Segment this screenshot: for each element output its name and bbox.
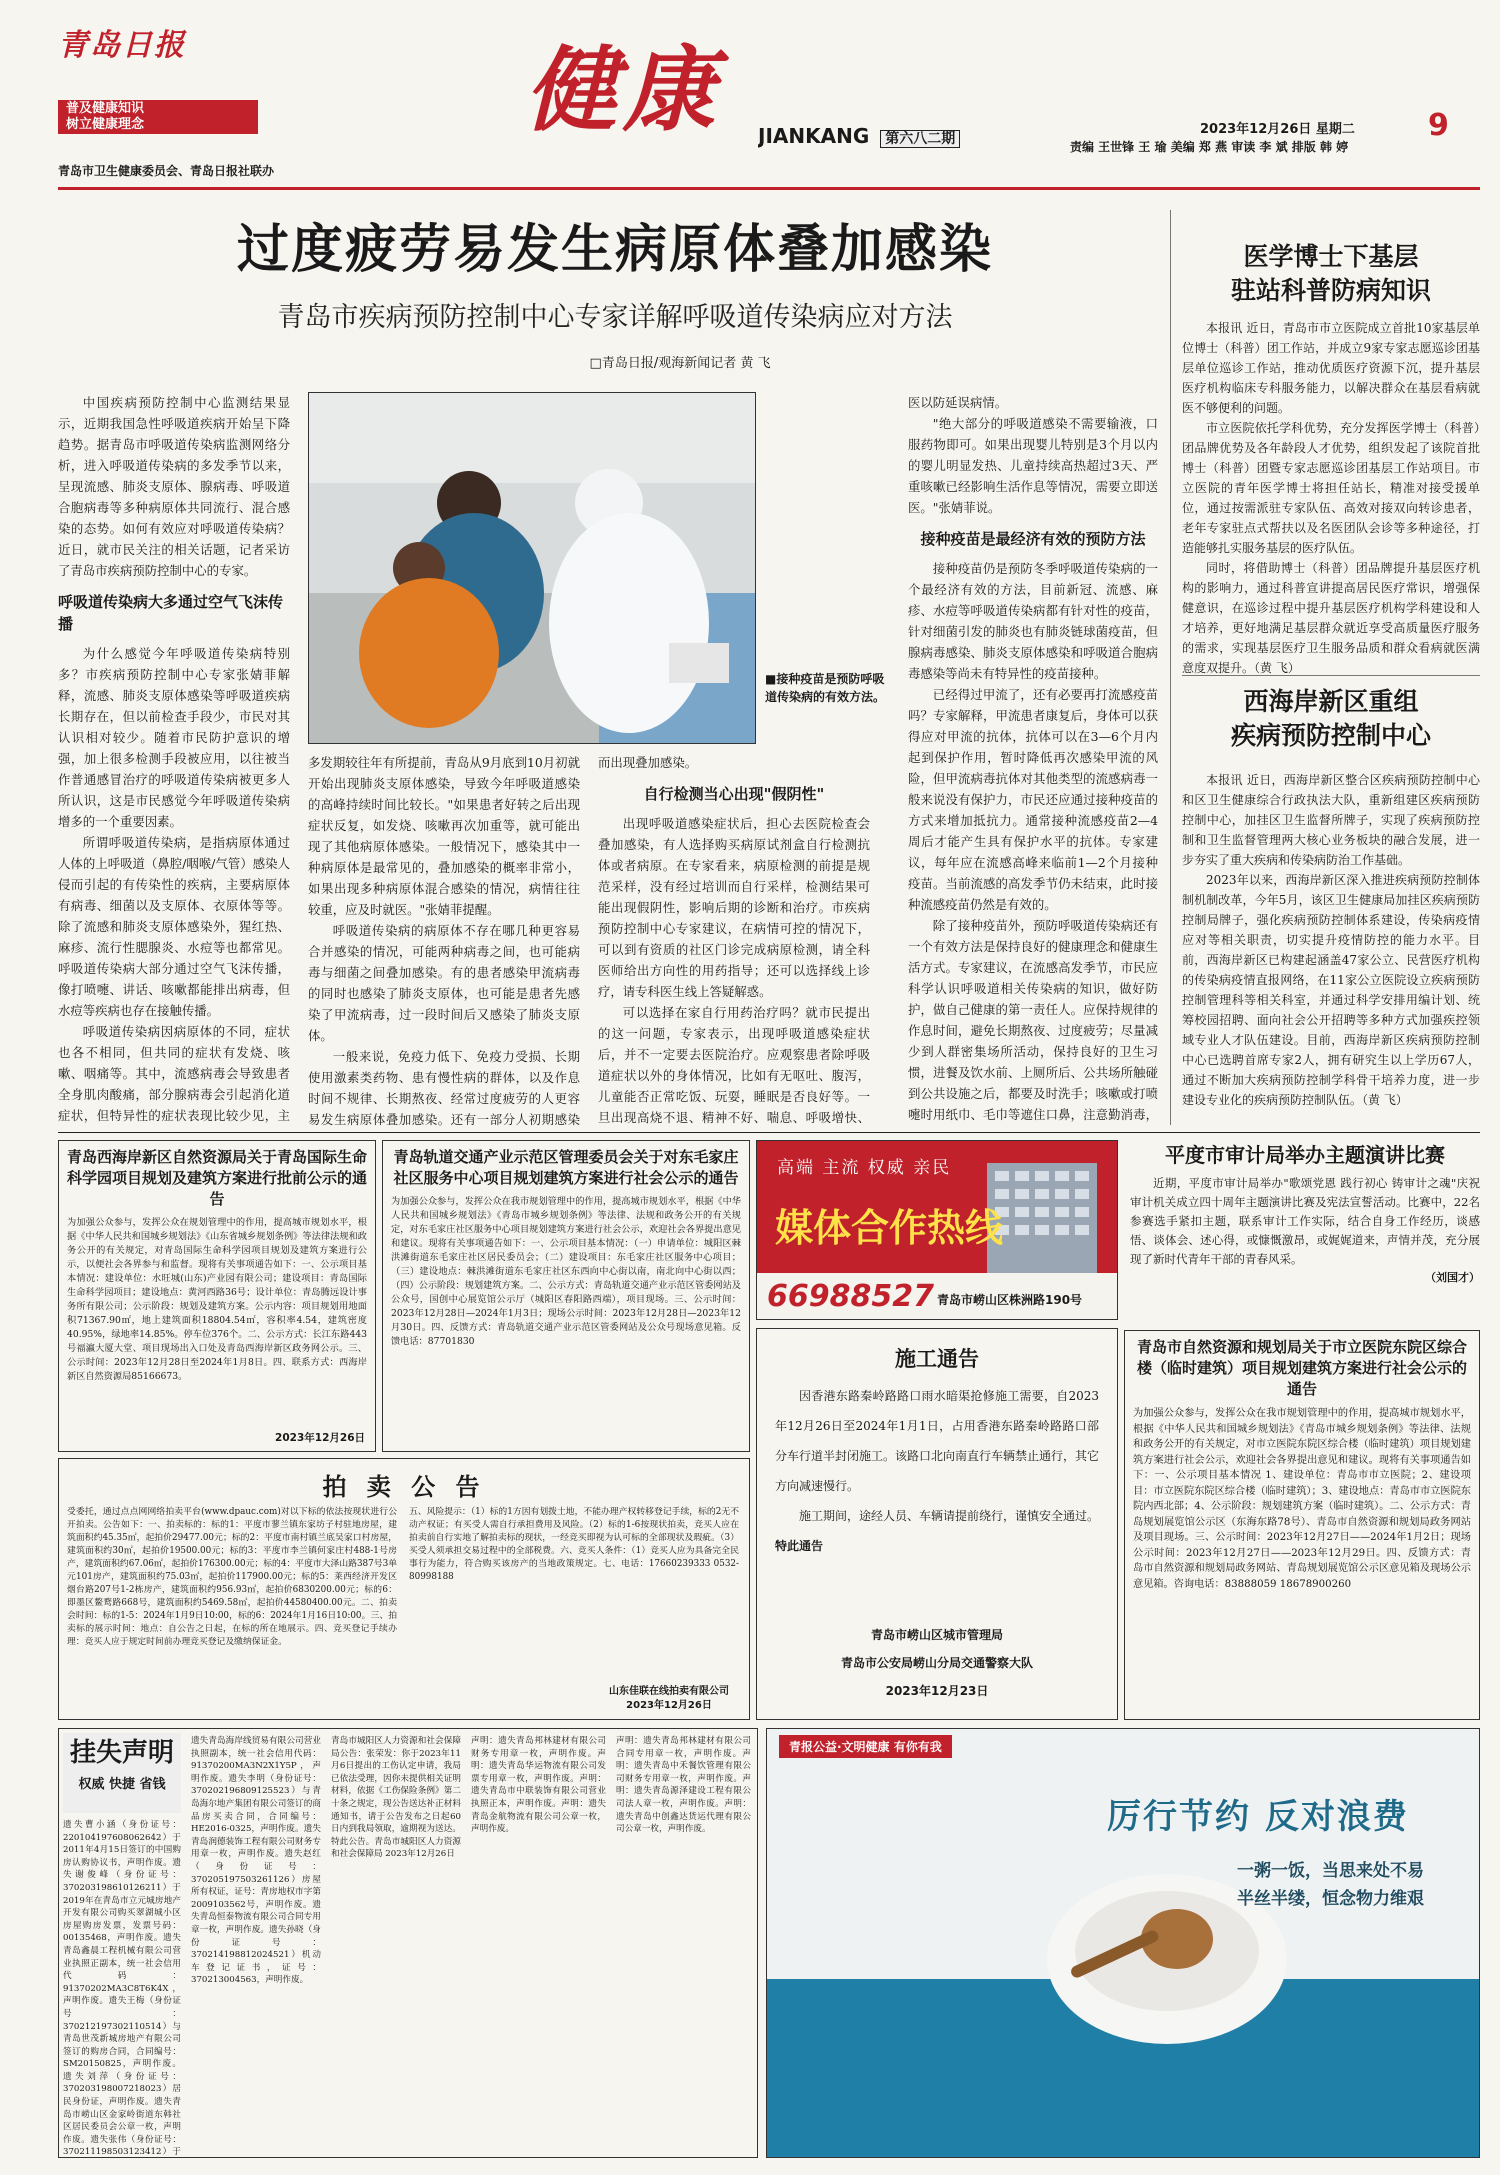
ad-title: 媒体合作热线	[775, 1205, 1004, 1250]
sidebar-article-2-title	[1182, 685, 1480, 753]
paragraph: 同时，将借助博士（科普）团品牌提升基层医疗机构的影响力，通过科普宣讲提高居民医疗常识，增强保健意识，在巡诊过程中提升基层医疗机构学科建设和人才培养，更好地满足基层群众就近享受高质量医疗服务的需求，实现基层医疗卫生服务品质和群众看病就医满意度双提升。（黄 飞）	[1182, 561, 1480, 675]
slogan-line-1: 普及健康知识	[66, 101, 145, 116]
title-line: 西海岸新区重组	[1243, 687, 1419, 716]
section-pinyin: JIANKANG	[758, 124, 870, 148]
lead-column-4	[908, 392, 1158, 1127]
issue-number: 第六八二期	[880, 130, 960, 148]
sidebar-divider	[1182, 675, 1480, 676]
paragraph: 为什么感觉今年呼吸道传染病特别多？市疾病预防控制中心专家张婧菲解释，流感、肺炎支原体感染等呼吸道疾病长期存在，但以前检查手段少，市民对其认识相对较少。随着市民防护意识的增强，加上很多检测手段被应用，以往被当作普通感冒治疗的呼吸道传染病被更多人所认识，这是市民感觉今年呼吸道传染病增多的一个重要因素。	[58, 646, 290, 829]
notice-title: 青岛轨道交通产业示范区管理委员会关于对东毛家庄社区服务中心项目规划建筑方案进行社会公示的通告	[393, 1148, 739, 1187]
title-line: 驻站科普防病知识	[1230, 276, 1431, 305]
subhead-vaccine: 接种疫苗是最经济有效的预防方法	[920, 530, 1146, 548]
notice-date: 2023年12月23日	[885, 1684, 989, 1698]
subhead-airborne: 呼吸道传染病大多通过空气飞沫传播	[58, 593, 284, 633]
paragraph: 除了接种疫苗外，预防呼吸道传染病还有一个有效方法是保持良好的健康理念和健康生活方式。专家建议，在流感高发季节，市民应科学认识呼吸道相关传染病的知识，做好防护，做自己健康的第一责任人。应保持规律的作息时间，避免长期熬夜、过度疲劳；尽量减少到人群密集场所活动，保持良好的卫生习惯，进餐及饮水前、上厕所后、公共场所触碰到公共设施之后，都要及时洗手；咳嗽或打喷嚏时用纸巾、毛巾等遮住口鼻，注意勤消毒，	[908, 918, 1158, 1122]
staff-credits: 责编 王世锋 王 瑜 美编 郑 燕 审读 李 斌 排版 韩 婷	[1070, 140, 1349, 154]
sponsor-line: 青岛市卫生健康委员会、青岛日报社联办	[58, 164, 275, 178]
lost-header	[63, 1733, 181, 1813]
issue-date: 2023年12月26日 星期二	[1200, 122, 1355, 137]
lost-column-1	[63, 1819, 181, 2158]
newspaper-logo: 青岛日报	[58, 28, 186, 63]
psa-lines	[1237, 1857, 1467, 1913]
notice-date: 2023年12月26日	[626, 1700, 712, 1711]
section-title: 健康	[525, 40, 722, 144]
psa-ad	[766, 1728, 1480, 2158]
psa-tag-bar	[767, 1729, 1480, 1755]
auction-body-right: 五、风险提示：（1）标的1方因有划拨土地，不能办理产权转移登记手续，标的2无不动产权证；有买受人需自行承担费用及风险。（2）标的1-6按现状拍卖，竞买人应在拍卖前自行实地了解拍卖标的现状，一经竞买即视为认可标的全部现状及瑕疵。（3）买受人须承担交易过程中的全部税费。六、竞买人条件：（1）竞买人应为具备完全民事行为能力，符合购买该房产的当地政策规定。七、电话：17660239333 0532-80998188	[409, 1507, 739, 1582]
psa-line: 一粥一饭，当思来处不易	[1237, 1861, 1424, 1881]
page-number: 9	[1428, 108, 1449, 143]
notice-body: 为加强公众参与，发挥公众在我市规划管理中的作用，提高城市规划水平，根据《中华人民共和国城乡规划法》《青岛市城乡规划条例》等法律、法规和政务公开的有关规定，对市立医院东院区综合楼（临时建筑）项目规划建筑方案进行社会公示，欢迎社会各界提出意见和建议。现将有关事项通告如下：一、公示项目基本情况 1、建设单位：青岛市市立医院；2、建设项目：市立医院东院区综合楼（临时建筑）；3、建设地点：青岛市市立医院东院内西北部；4、公示阶段：规划建筑方案（临时建筑）。二、公示方式：青岛规划展览馆公示区（东海东路78号）、青岛市自然资源和规划局政务网站及项目现场。三、公示时间：2023年12月27日——2024年1月2日；现场公示时间：2023年12月27日——2023年12月29日。四、反馈方式：青岛市自然资源和规划局政务网站、青岛规划展览馆公示区意见箱及现场公示意见箱。咨询电话：83888059 18678900260	[1133, 1408, 1471, 1590]
paragraph: 呼吸道传染病的病原体不存在哪几种更容易合并感染的情况，可能两种病毒之间，也可能病毒与细菌之间叠加感染。有的患者感染甲流病毒的同时也感染了肺炎支原体，也可能是患者先感染了甲流病毒，过一段时间后又感染了肺炎支原体。	[308, 923, 580, 1043]
column-divider	[1170, 210, 1171, 1125]
sidebar-article-1-title	[1182, 240, 1480, 308]
signatory: 山东佳联在线拍卖有限公司	[609, 1686, 729, 1697]
notice-rail-transit	[382, 1140, 750, 1452]
paragraph: 所谓呼吸道传染病，是指病原体通过人体的上呼吸道（鼻腔/咽喉/气管）感染人侵而引起的有传染性的疾病，主要病原体有病毒、细菌以及支原体、衣原体等等。除了流感和肺炎支原体感染外，猩红热、麻疹、流行性腮腺炎、水痘等也都常见。呼吸道传染病大部分通过空气飞沫传播，像打喷嚏、讲话、咳嗽都能排出病毒，但水痘等疾病也存在接触传播。	[58, 835, 290, 1018]
photo-illustration	[309, 393, 755, 743]
paragraph: 呼吸道传染病因病原体的不同，症状也各不相同，但共同的症状有发烧、咳嗽、咽痛等。其中，流感病毒会导致患者全身肌肉酸痛，部分腺病毒会引起消化道症状，但特异性的症状表现比较少见，主	[58, 1024, 290, 1123]
lost-column-4	[471, 1735, 606, 2155]
lead-column-1	[58, 392, 290, 1127]
title-line: 疾病预防控制中心	[1230, 721, 1431, 750]
paragraph: 多发期较往年有所提前，青岛从9月底到10月初就开始出现肺炎支原体感染，导致今年呼吸道感染的高峰持续时间比较长。"如果患者好转之后出现症状反复，如发烧、咳嗽再次加重等，就可能出现了其他病原体感染。一般情况下，感染其中一种病原体是最常见的，叠加感染的概率非常小，如果出现多种病原体混合感染的情况，病情往往较重，应及时就医。"张婧菲提醒。	[308, 755, 580, 917]
news-body: 近期，平度市审计局举办"歌颂党恩 践行初心 铸审计之魂"庆祝审计机关成立四十周年主题演讲比赛及宪法宣誓活动。比赛中，22名参赛选手紧扣主题，联系审计工作实际，结合自身工作经历，谈感悟、谈体会、述心得，或慷慨激昂，或娓娓道来，声情并茂，充分展现了新时代青年干部的青春风采。	[1130, 1176, 1480, 1266]
psa-tag: 青报公益·文明健康 有你有我	[779, 1735, 952, 1758]
lead-column-3	[598, 752, 870, 1127]
notice-title: 拍 卖 公 告	[322, 1473, 486, 1501]
auction-body-left: 受委托，通过点点网网络拍卖平台(www.dpauc.com)对以下标的依法按现状进行公开拍卖。公告如下：一、拍卖标的：标的1：平度市蓼兰镇东家坊子村驻地房屋，建筑面积约45.35㎡，起拍价29477.00元；标的2：平度市南村镇兰底吴家口村房屋，建筑面积约30㎡，起拍价19500.00元；标的3：平度市李兰镇何家庄村488-1号房产，建筑面积约67.06㎡，起拍价176300.00元；标的4：平度市大泽山路387号3单元101房产，建筑面积约75.03㎡，起拍价117900.00元；标的5：莱西经济开发区烟台路207号1-2栋房产，建筑面积约956.93㎡，起拍价6830200.00元；标的6：即墨区鳌鹜路668号，建筑面积约5469.58㎡，起拍价44580400.00元。二、拍卖会时间：标的1-5：2024年1月9日10:00，标的6：2024年1月16日10:00。三、拍卖标的展示时间：地点：自公告之日起，在标的所在地展示。四、竞买登记手续办理：竞买人应于规定时间前办理竞买登记及缴纳保证金。	[67, 1507, 397, 1647]
paragraph: 可以选择在家自行用药治疗吗？就市民提出的这一问题，专家表示，出现呼吸道感染症状后，并不一定要去医院治疗。应观察患者除呼吸道症状以外的身体情况，比如有无呕吐、腹泻，儿童能否正常吃饭、玩耍，睡眠是否良好等。一旦出现高烧不退、精神不好、喘息、呼吸增快、	[598, 1005, 870, 1125]
signatory: 青岛市公安局崂山分局交通警察大队	[840, 1656, 1033, 1670]
section-pinyin-line	[758, 124, 1078, 150]
lost-title: 挂失声明	[69, 1738, 174, 1768]
lead-column-2	[308, 752, 580, 1127]
paragraph: 本报讯 近日，西海岸新区整合区疾病预防控制中心和区卫生健康综合行政执法大队，重新组建区疾病预防控制中心，加挂区卫生监督所牌子，实现了疾病预防控制和卫生监督管理两大核心业务板块的融合发展，进一步夯实了重大疾病和传染病防治工作基础。	[1182, 773, 1480, 867]
auction-notice	[58, 1458, 750, 1720]
masthead-rule	[58, 187, 1480, 190]
section-rule	[58, 1132, 1480, 1133]
notice-hospital	[1124, 1330, 1480, 1720]
vaccination-photo	[308, 392, 756, 744]
notice-body: 因香港东路秦岭路路口雨水暗渠抢修施工需要，自2023年12月26日至2024年1月1日，占用香港东路秦岭路路口部分车行道半封闭施工。该路口北向南直行车辆禁止通行，其它方向减速慢行。	[775, 1389, 1100, 1493]
slogan-line-2: 树立健康理念	[66, 117, 145, 132]
lead-headline	[70, 215, 1160, 295]
lost-body: 声明：遗失青岛邦林建材有限公司合同专用章一枚，声明作废。声明：遗失青岛中禾餐饮管理有限公司财务专用章一枚，声明作废。声明：遗失青岛源泽建设工程有限公司法人章一枚，声明作废。声明：遗失青岛中创鑫达货运代理有限公司公章一枚，声明作废。	[616, 1736, 751, 1835]
notice-body: 施工期间，途经人员、车辆请提前绕行，谨慎安全通过。	[799, 1509, 1100, 1523]
construction-notice	[756, 1328, 1118, 1720]
ad-phone: 66988527	[767, 1279, 934, 1314]
news-author: （刘国才）	[1425, 1271, 1480, 1284]
psa-title: 厉行节约 反对浪费	[1107, 1797, 1409, 1837]
subhead-self-test: 自行检测当心出现"假阴性"	[643, 785, 825, 803]
paragraph: 接种疫苗仍是预防冬季呼吸道传染病的一个最经济有效的方法，目前新冠、流感、麻疹、水痘等呼吸道传染病都有针对性的疫苗，针对细菌引发的肺炎也有肺炎链球菌疫苗，但腺病毒感染、肺炎支原体感染和呼吸道合胞病毒感染等尚未有特异性的疫苗接种。	[908, 561, 1158, 681]
pingdu-news	[1130, 1140, 1480, 1325]
lead-subtitle-block	[70, 300, 1160, 340]
paragraph: 市立医院依托学科优势，充分发挥医学博士（科普）团品牌优势及各年龄段人才优势，组织发起了该院首批博士（科普）团暨专家志愿巡诊团基层工作站项目。市立医院的青年医学博士将担任站长，精准对接受援单位，通过按需派驻专家队伍、高效对接双向转诊患者，老年专家驻点式帮扶以及名医团队会诊等多种途径，打造能够扎实服务基层的医疗队伍。	[1182, 421, 1480, 555]
lost-body: 青岛市城阳区人力资源和社会保障局公告：张荣发：你于2023年11月6日提出的工伤认定申请，我局已依法受理，因你未提供相关证明材料，依据《工伤保险条例》第二十条之规定，现公告送达补正材料通知书，请于公告发布之日起60日内到我局领取，逾期视为送达。特此公告。青岛市城阳区人力资源和社会保障局 2023年12月26日	[331, 1736, 461, 1860]
notice-west-coast	[58, 1140, 376, 1452]
lead-subtitle: 青岛市疾病预防控制中心专家详解呼吸道传染病应对方法	[277, 302, 953, 333]
paragraph: 而出现叠加感染。	[598, 755, 698, 770]
news-title: 平度市审计局举办主题演讲比赛	[1165, 1143, 1445, 1167]
masthead-left	[58, 20, 298, 175]
lost-column-3	[331, 1735, 461, 2155]
lost-body: 遗失青岛海岸线贸易有限公司营业执照副本，统一社会信用代码：91370200MA3N2X1Y5P，声明作废。遗失李明（身份证号：370202196809125523）与青岛海尔地产集团有限公司签订的商品房买卖合同，合同编号：HE2016-0325，声明作废。遗失青岛润德装饰工程有限公司财务专用章一枚，声明作废。遗失赵红（身份证号：370205197503261126）房屋所有权证，证号：青房地权市字第2009103562号，声明作废。遗失青岛恒泰物流有限公司合同专用章一枚，声明作废。遗失孙晓（身份证号：370214198812024521）机动车登记证书，证号：370213004563，声明作废。	[191, 1736, 321, 1986]
lost-column-5	[616, 1735, 751, 2155]
paragraph: 本报讯 近日，青岛市市立医院成立首批10家基层单位博士（科普）团工作站，并成立9家专家志愿巡诊团基层单位巡诊工作站，推动优质医疗资源下沉，提升基层医疗机构临床专科服务能力，以解决群众在基层看病就医不够便利的问题。	[1182, 321, 1480, 415]
notice-body: 为加强公众参与，发挥公众在规划管理中的作用，提高城市规划水平，根据《中华人民共和国城乡规划法》《山东省城乡规划条例》等法律法规和政务公开的有关规定，对青岛国际生命科学园项目规划及建筑方案进行公示，以便社会各界参与和监督。现将有关事项通告如下：一、公示项目基本情况：建设单位：水旺城(山东)产业园有限公司；建设项目：青岛国际生命科学园项目；建设地点：黄河西路36号；设计单位：青岛腾远设计事务所有限公司；公示阶段：规划及建筑方案。公示内容：项目规划用地面积71367.90㎡，地上建筑面积18804.54㎡，容积率4.54，建筑密度40.95%，绿地率14.85%。停车位376个。二、公示方式：长江东路443号福瀛大厦大堂、项目现场出入口处及青岛西海岸新区政务网公示。三、公示时间：2023年12月28日至2024年1月8日。四、联系方式：西海岸新区自然资源局85166673。	[67, 1217, 367, 1382]
lead-intro: 中国疾病预防控制中心监测结果显示，近期我国急性呼吸道疾病开始呈下降趋势。据青岛市呼吸道传染病监测网络分析，进入呼吸道传染病的多发季节以来，呈现流感、肺炎支原体、腺病毒、呼吸道合胞病毒等多种病原体共同流行、混合感染的态势。如何有效应对呼吸道传染病？近日，就市民关注的相关话题，记者采访了青岛市疾病预防控制中心的专家。	[58, 395, 290, 578]
paragraph: 一般来说，免疫力低下、免疫力受损、长期使用激素类药物、患有慢性病的群体，以及作息时间不规律、长期熬夜、经常过度疲劳的人更容易发生病原体叠加感染。还有一部分人初期感染	[308, 1049, 580, 1127]
media-ad	[756, 1140, 1118, 1320]
lost-column-2	[191, 1735, 321, 2155]
psa-line: 半丝半缕，恒念物力维艰	[1237, 1889, 1424, 1909]
title-line: 医学博士下基层	[1243, 242, 1419, 271]
notice-title: 青岛西海岸新区自然资源局关于青岛国际生命科学园项目规划及建筑方案进行批前公示的通告	[67, 1148, 368, 1208]
photo-caption: ■接种疫苗是预防呼吸道传染病的有效方法。	[765, 672, 886, 704]
ad-address: 青岛市崂山区株洲路190号	[937, 1293, 1083, 1307]
lost-subtitle: 权威 快捷 省钱	[78, 1777, 166, 1792]
paragraph: 医以防延误病情。	[908, 395, 1008, 410]
paragraph: 已经得过甲流了，还有必要再打流感疫苗吗？专家解释，甲流患者康复后，身体可以获得应对甲流的抗体，抗体可以在3—6个月内起到保护作用，暂时降低再次感染甲流的风险，但甲流病毒抗体对其他类型的流感病毒一般来说没有保护力，市民还应通过接种疫苗的方式来增加抵抗力。通常接种流感疫苗2—4周后才能产生具有保护水平的抗体。专家建议，每年应在流感高峰来临前1—2个月接种疫苗。当前流感的高发季节仍未结束，此时接种流感疫苗仍然是有效的。	[908, 687, 1158, 912]
lost-body: 遗失曹小涵（身份证号：220104197608062642）于2011年4月15日签订的中国购房认购协议书，声明作废。遗失谢俊峰（身份证号：370203198610126211）于2019年在青岛市立元城房地产开发有限公司购买翠湖城小区房屋购房发票，发票号码：00135468，声明作废。遗失青岛鑫晨工程机械有限公司营业执照正副本，统一社会信用代码：91370202MA3C8T6K4X，声明作废。遗失王梅（身份证号：370212197302110514）与青岛世茂新城房地产有限公司签订的购房合同，合同编号：SM20150825，声明作废。遗失刘萍（身份证号：370203198007218023）居民身份证，声明作废。遗失青岛市崂山区金家岭街道东韩社区居民委员会公章一枚，声明作废。遗失张伟（身份证号：370211198503123412）于	[63, 1820, 181, 2158]
lead-byline: □青岛日报/观海新闻记者 黄 飞	[589, 356, 771, 371]
lost-notices	[58, 1728, 758, 2158]
notice-body: 为加强公众参与，发挥公众在我市规划管理中的作用，提高城市规划水平，根据《中华人民共和国城乡规划法》《青岛市城乡规划条例》等法律、法规和政务公开的有关规定，对东毛家庄社区服务中心项目规划建筑方案进行社会公示，欢迎社会各界提出意见和建议。现将有关事项通告如下：一、公示项目基本情况：（一）申请单位：城阳区棘洪滩街道东毛家庄社区居民委员会；（二）建设项目：东毛家庄社区服务中心项目；（三）建设地点：棘洪滩街道东毛家庄社区东西向中心街以南，南北向中心街以西；（四）公示阶段：规划建筑方案。二、公示方式：青岛轨道交通产业示范区管委网站及公众号，国创中心展览馆公示厅（城阳区春阳路西端），项目现场。三、公示时间：2023年12月28日—2024年1月3日；现场公示时间：2023年12月28日—2023年12月30日。四、反馈方式：青岛轨道交通产业示范区管委网站及公众号现场意见箱。反馈电话：87701830	[391, 1196, 741, 1347]
notice-title: 青岛市自然资源和规划局关于市立医院东院区综合楼（临时建筑）项目规划建筑方案进行社会公示的通告	[1136, 1338, 1467, 1398]
notice-closing: 特此通告	[775, 1539, 824, 1553]
notice-date: 2023年12月26日	[275, 1432, 365, 1444]
lead-title: 过度疲劳易发生病原体叠加感染	[236, 219, 993, 280]
sidebar	[1182, 240, 1480, 1125]
signatory: 青岛市崂山区城市管理局	[870, 1628, 1003, 1642]
paragraph: 出现呼吸道感染症状后，担心去医院检查会叠加感染，有人选择购买病原试剂盒自行检测抗体或者病原。在专家看来，病原检测的前提是规范采样，没有经过培训而自行采样，检测结果可能出现假阴性，影响后期的诊断和治疗。市疾病预防控制中心专家建议，在病情可控的情况下，可以到有资质的社区门诊完成病原检测，请全科医师给出方向性的用药指导；还可以选择线上诊疗，请专科医生线上答疑解惑。	[598, 816, 870, 999]
slogan-band	[58, 100, 258, 134]
notice-title: 施工通告	[895, 1347, 979, 1371]
ad-tags: 高端 主流 权威 亲民	[777, 1158, 952, 1178]
paragraph: 2023年以来，西海岸新区深入推进疾病预防控制体制机制改革，今年5月，该区卫生健康局加挂区疾病预防控制局牌子，强化疾病预防控制体系建设，传染病疫情应对等相关职责，切实提升疫情防控的能力水平。目前，西海岸新区已构建起涵盖47家公立、民营医疗机构的传染病疫情直报网络，在11家公立医院设立疾病预防控制管理科等相关科室，并通过科学安排用编计划、统筹校园招聘、面向社会公开招聘等多种方式加强疾控领域专业人才队伍建设。目前，西海岸新区疾病预防控制中心已选聘首席专家2人，拥有研究生以上学历67人，通过不断加大疾病预防控制学科骨干培养力度，进一步建设专业化的疾病预防控制队伍。（黄 飞）	[1182, 873, 1480, 1107]
paragraph: "绝大部分的呼吸道感染不需要输液，口服药物即可。如果出现婴儿特别是3个月以内的婴儿明显发热、儿童持续高热超过3天、严重咳嗽已经影响生活作息等情况，需要立即送医。"张婧菲说。	[908, 416, 1158, 515]
lost-body: 声明：遗失青岛邦林建材有限公司财务专用章一枚，声明作废。声明：遗失青岛华运物流有限公司发票专用章一枚，声明作废。声明：遗失青岛市中联装饰有限公司营业执照正本，声明作废。声明：遗失青岛金航物流有限公司公章一枚，声明作废。	[471, 1736, 606, 1835]
